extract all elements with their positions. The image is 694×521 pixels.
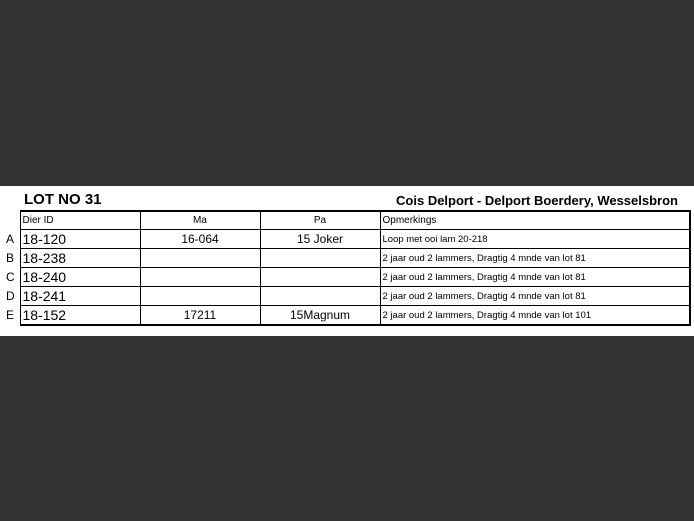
opmerkings-cell: 2 jaar oud 2 lammers, Dragtig 4 mnde van lot 81 [380, 249, 690, 268]
column-header-opmerkings: Opmerkings [380, 211, 690, 230]
lot-sheet [0, 186, 694, 336]
table-header-row [4, 211, 690, 230]
table-row [4, 287, 690, 306]
table-row [4, 230, 690, 249]
pa-cell [260, 287, 380, 306]
dier-id-cell: 18-152 [20, 306, 140, 326]
table-row [4, 306, 690, 326]
ma-cell [140, 249, 260, 268]
lot-table [4, 210, 691, 326]
row-key: B [4, 249, 20, 268]
lot-title: LOT NO 31 [24, 191, 102, 208]
column-header-pa: Pa [260, 211, 380, 230]
table-row [4, 249, 690, 268]
pa-cell: 15Magnum [260, 306, 380, 326]
opmerkings-cell: 2 jaar oud 2 lammers, Dragtig 4 mnde van lot 81 [380, 268, 690, 287]
ma-cell: 16-064 [140, 230, 260, 249]
table-row [4, 268, 690, 287]
pa-cell: 15 Joker [260, 230, 380, 249]
ma-cell [140, 268, 260, 287]
column-header-ma: Ma [140, 211, 260, 230]
column-header-dier-id: Dier ID [20, 211, 140, 230]
row-key: E [4, 306, 20, 326]
dier-id-cell: 18-241 [20, 287, 140, 306]
dier-id-cell: 18-120 [20, 230, 140, 249]
dier-id-cell: 18-238 [20, 249, 140, 268]
dier-id-cell: 18-240 [20, 268, 140, 287]
ma-cell: 17211 [140, 306, 260, 326]
row-key: C [4, 268, 20, 287]
opmerkings-cell: 2 jaar oud 2 lammers, Dragtig 4 mnde van lot 81 [380, 287, 690, 306]
pa-cell [260, 268, 380, 287]
owner-name: Cois Delport - Delport Boerdery, Wesselsbron [396, 193, 678, 208]
opmerkings-cell: 2 jaar oud 2 lammers, Dragtig 4 mnde van lot 101 [380, 306, 690, 326]
pa-cell [260, 249, 380, 268]
row-key: D [4, 287, 20, 306]
row-key: A [4, 230, 20, 249]
header-rowkey-cell [4, 211, 20, 230]
ma-cell [140, 287, 260, 306]
opmerkings-cell: Loop met ooi lam 20-218 [380, 230, 690, 249]
